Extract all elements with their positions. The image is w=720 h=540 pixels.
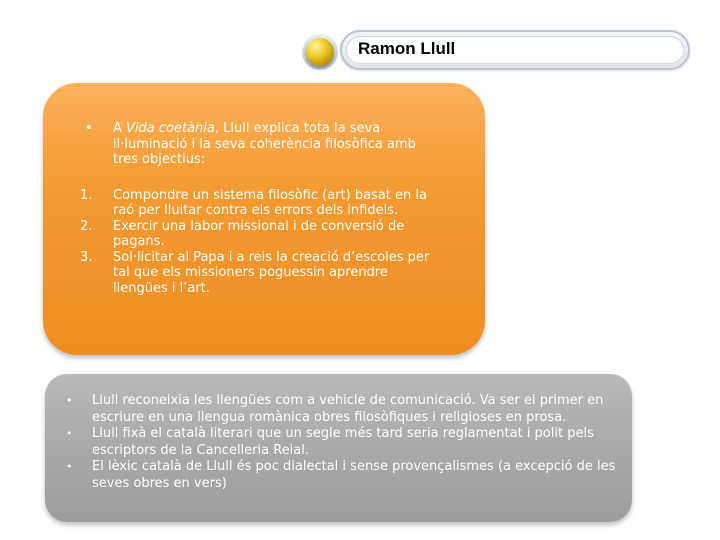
intro-rest: , Llull explica tota la seva il·luminació i la seva coherència filosòfica amb tres objectius: [113, 121, 416, 167]
list-item [80, 250, 430, 297]
list-number: 1. [80, 187, 93, 203]
list-item [80, 188, 430, 219]
grey-panel-content [66, 393, 618, 492]
intro-prefix: A [113, 121, 127, 136]
list-item-text: Llull fixà el català literari que un segle més tard seria reglamentat i polit pels escriptors de la Cancelleria Reial. [92, 426, 594, 458]
page-title: Ramon Llull [358, 39, 456, 58]
intro-italic-title: Vida coetània [126, 121, 215, 136]
list-item-text: Compondre un sistema filosòfic (art) basat en la raó per lluitar contra els errors dels infidels. [113, 187, 427, 218]
bullet-dot-icon: • [66, 427, 73, 440]
orange-panel-content [80, 121, 430, 296]
list-item [66, 393, 618, 426]
intro-bullet [80, 121, 430, 168]
list-item-text: Exercir una labor missional i de conversió de pagans. [113, 218, 405, 249]
objectives-list [80, 188, 430, 297]
gold-ball-icon [306, 38, 334, 66]
bullet-dot-icon: • [85, 121, 93, 136]
list-item-text: Llull reconeixia les llengües com a vehicle de comunicació. Va ser el primer en escriure en una llengua romànica obres filosòfiques i religioses en prosa. [92, 393, 604, 425]
list-item [80, 219, 430, 250]
list-number: 2. [80, 218, 93, 234]
list-item-text: El lèxic català de Llull és poc dialectal i sense provençalismes (a excepció de les seves obres en vers) [92, 459, 616, 491]
list-item [66, 459, 618, 492]
bullet-dot-icon: • [66, 394, 73, 407]
bullet-dot-icon: • [66, 460, 73, 473]
list-number: 3. [80, 249, 93, 265]
list-item [66, 426, 618, 459]
list-item-text: Sol·licitar al Papa i a reis la creació d’escoles per tal que els missioners poguessin aprendre llengües i l’art. [113, 249, 430, 296]
